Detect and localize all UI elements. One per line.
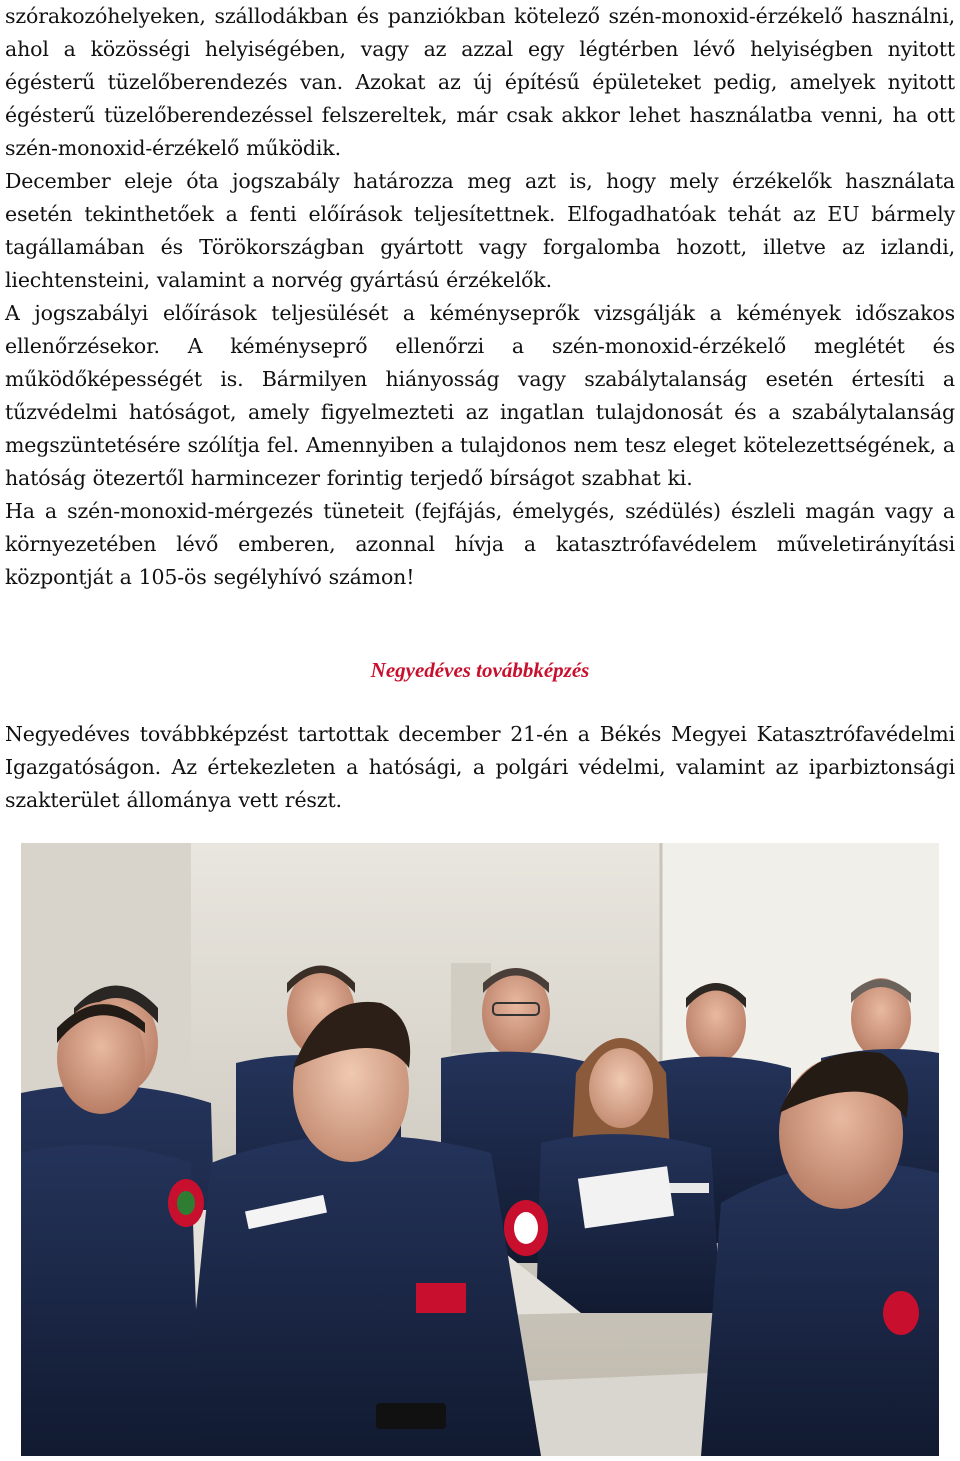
paragraph-emergency-call: Ha a szén-monoxid-mérgezés tüneteit (fejfájás, émelygés, szédülés) észleli magán vagy a környezetében lévő emberen, azonnal hívja a katasztrófavédelem műveletirányítási központját a 105-ös segélyhívó számon! [5, 499, 955, 589]
section-heading: Negyedéves továbbképzés [370, 658, 590, 682]
article-body-bottom [5, 718, 955, 817]
paragraph-accepted-detectors: December eleje óta jogszabály határozza meg azt is, hogy mely érzékelők használata esetén tekinthetőek a fenti előírások teljesítettnek. Elfogadhatóak tehát az EU bármely tagállamában és Törökországban gyártott vagy forgalomba hozott, illetve az izlandi, liechtensteini, valamint a norvég gyártású érzékelők. [5, 169, 955, 292]
paragraph-chimney-inspection: A jogszabályi előírások teljesülését a kéményseprők vizsgálják a kémények időszakos ellenőrzésekor. A kéményseprő ellenőrzi a szén-monoxid-érzékelő meglétét és működőképességét is. Bármilyen hiányosság vagy szabálytalanság esetén értesíti a tűzvédelmi hatóságot, amely figyelmezteti az ingatlan tulajdonosát és a szabálytalanság megszüntetésére szólítja fel. Amennyiben a tulajdonos nem tesz eleget kötelezettségének, a hatóság ötezertől harmincezer forintig terjedő bírságot szabhat ki. [5, 301, 955, 490]
training-photo-illustration [21, 843, 939, 1456]
paragraph-training-summary: Negyedéves továbbképzést tartottak december 21-én a Békés Megyei Katasztrófavédelmi Igazgatóságon. Az értekezleten a hatósági, a polgári védelmi, valamint az iparbiztonsági szakterület állománya vett részt. [5, 722, 955, 812]
paragraph-smoke-detector-rules: szórakozóhelyeken, szállodákban és panziókban kötelező szén-monoxid-érzékelő használni, ahol a közösségi helyiségében, vagy az azzal egy légtérben lévő helyiségben nyitott égésterű tüzelőberendezés van. Azokat az új építésű épületeket pedig, amelyek nyitott égésterű tüzelőberendezéssel felszereltek, már csak akkor lehet használatba venni, ha ott szén-monoxid-érzékelő működik. [5, 4, 955, 160]
article-body-top [5, 0, 955, 594]
training-photo [21, 843, 939, 1456]
